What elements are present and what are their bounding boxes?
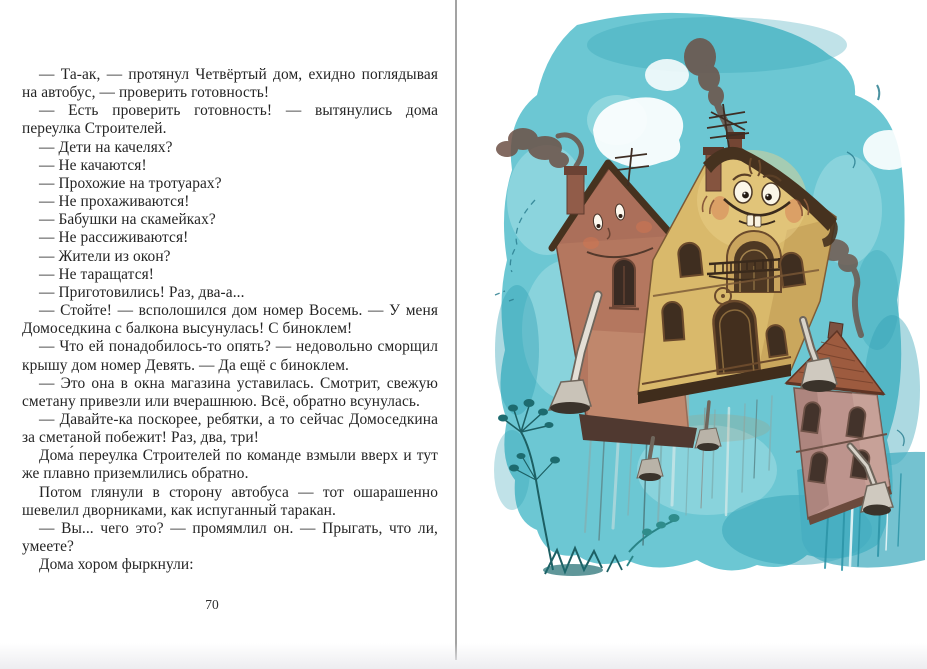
paragraph: — Приготовились! Раз, два-а... (39, 283, 245, 301)
house-left-window (609, 259, 639, 309)
paragraph: — Не таращатся! (39, 265, 155, 283)
paragraph: — Та-ак, — протянул Четвёртый дом, ехидно поглядывая на автобус, — проверить готовность! (22, 66, 438, 102)
photo-bottom-edge (0, 643, 927, 669)
page-number: 70 (205, 597, 219, 612)
paragraph: Дома хором фыркнули: (39, 556, 194, 574)
paragraph: Потом глянули в сторону автобуса — тот ошарашенно шевелил дворниками, как испуганный таракан. (22, 483, 438, 519)
paragraph: — Не прохаживаются! (39, 193, 190, 211)
paragraph: — Дети на качелях? (39, 138, 173, 156)
paragraph: — Прохожие на тротуарах? (39, 174, 222, 192)
paragraph: — Не качаются! (39, 156, 147, 174)
paragraph: — Стойте! — всполошился дом номер Восемь. — У меня Домоседкина с балкона высунулась! С биноклем! (22, 302, 438, 338)
paragraph: — Есть проверить готовность! — вытянулись дома переулка Строителей. (22, 102, 438, 138)
chimney (567, 170, 584, 214)
watercolor-illustration (457, 0, 927, 669)
paragraph: — Жители из окон? (39, 247, 171, 265)
paragraph: — Вы... чего это? — промямлил он. — Прыгать, что ли, умеете? (22, 519, 438, 556)
paragraph: — Это она в окна магазина уставилась. Смотрит, свежую сметану привезли или вчерашнюю. Всё, обратно всунулась. (22, 374, 438, 410)
downspout-foot (550, 402, 590, 414)
sky-shade (587, 17, 847, 73)
paragraph: — Не рассиживаются! (39, 229, 189, 247)
paragraph: — Бабушки на скамейках? (39, 211, 216, 229)
left-page-text (22, 66, 438, 574)
paragraph: Дома́ переулка Строителей по команде взмыли вверх и тут же плавно приземлились обратно. (22, 447, 438, 483)
downspout-foot (863, 505, 891, 516)
paragraph: — Давайте-ка поскорее, ребятки, а то сейчас Домоседкина за сметаной побежит! Раз, два, три! (22, 410, 438, 447)
paragraph: — Что ей понадобилось-то опять? — недовольно сморщил крышу дом номер Девять. — Да ещё с биноклем. (22, 338, 438, 374)
downspout-foot (802, 380, 836, 392)
